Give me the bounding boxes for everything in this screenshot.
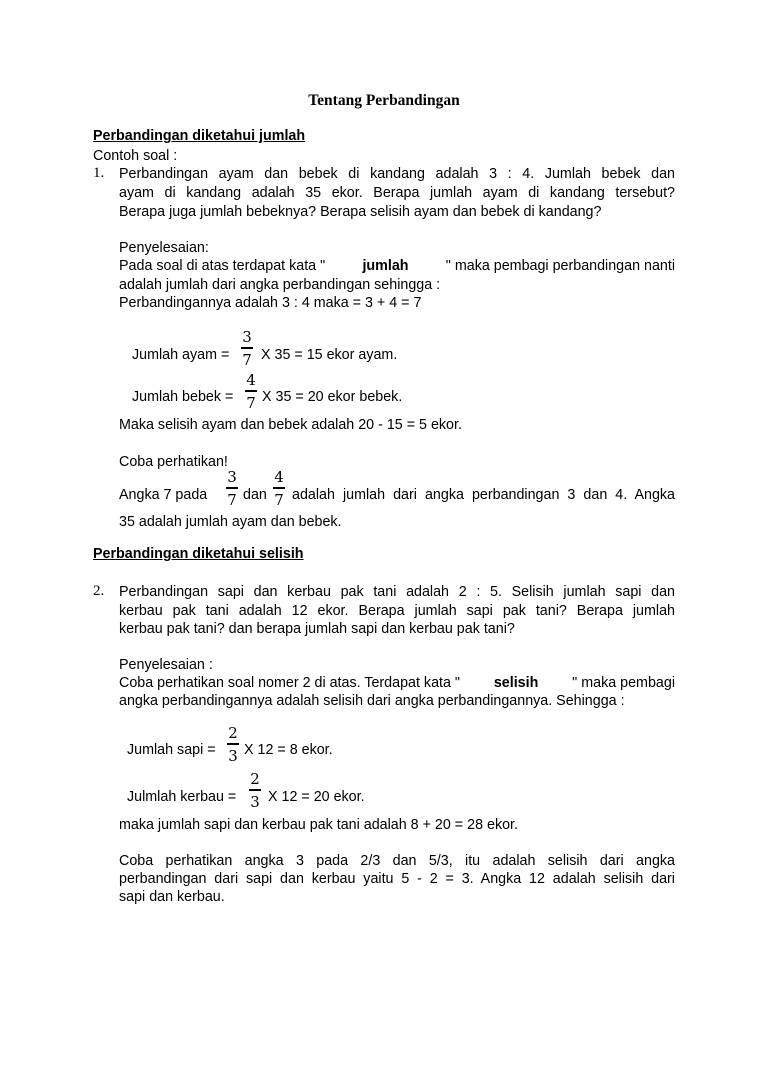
solution1-text-b: " maka pembagi perbandingan nanti bbox=[445, 258, 675, 274]
fraction-numerator: 2 bbox=[228, 724, 238, 742]
fraction-bar bbox=[226, 487, 238, 489]
fraction-bar bbox=[241, 347, 253, 349]
fraction bbox=[244, 372, 258, 411]
fraction bbox=[248, 771, 262, 810]
question1-line: Perbandingan ayam dan bebek di kandang adalah 3 : 4. Jumlah bebek dan bbox=[119, 166, 675, 182]
fraction-bar bbox=[245, 390, 257, 392]
fraction-numerator: 2 bbox=[250, 770, 260, 788]
solution2-text-b: " maka pembagi bbox=[572, 675, 675, 691]
note-line: Coba perhatikan angka 3 pada 2/3 dan 5/3, itu adalah selisih dari angka bbox=[119, 853, 675, 869]
section2-heading: Perbandingan diketahui selisih bbox=[93, 546, 304, 562]
fraction-denominator: 7 bbox=[227, 490, 237, 509]
calc-label: Jumlah ayam = bbox=[132, 347, 230, 363]
calc-result: X 12 = 20 ekor. bbox=[268, 789, 365, 805]
fraction bbox=[240, 329, 254, 368]
solution1-line: Perbandingannya adalah 3 : 4 maka = 3 + 4 = 7 bbox=[119, 295, 422, 311]
difference-text: Maka selisih ayam dan bebek adalah 20 - 15 = 5 ekor. bbox=[119, 417, 462, 433]
solution2-label: Penyelesaian : bbox=[119, 657, 213, 673]
keyword-selisih: selisih bbox=[493, 675, 539, 691]
note-text: dan bbox=[243, 487, 267, 503]
solution1-line bbox=[119, 257, 675, 275]
fraction-denominator: 7 bbox=[274, 490, 284, 509]
solution1-label: Penyelesaian: bbox=[119, 240, 209, 256]
question1-number: 1. bbox=[93, 165, 105, 181]
fraction bbox=[272, 469, 286, 508]
question2-number: 2. bbox=[93, 583, 105, 599]
note-label: Coba perhatikan! bbox=[119, 454, 228, 470]
calc-result: X 35 = 15 ekor ayam. bbox=[261, 347, 398, 363]
calc-result: X 12 = 8 ekor. bbox=[244, 742, 333, 758]
fraction-bar bbox=[249, 789, 261, 791]
fraction-bar bbox=[273, 487, 285, 489]
fraction-denominator: 7 bbox=[246, 393, 256, 412]
note-text: 35 adalah jumlah ayam dan bebek. bbox=[119, 514, 342, 530]
section1-intro: Contoh soal : bbox=[93, 148, 178, 164]
calc-label: Julmlah kerbau = bbox=[127, 789, 237, 805]
solution1-text-a: Pada soal di atas terdapat kata " bbox=[119, 258, 326, 274]
solution2-line: angka perbandingannya adalah selisih dari angka perbandingannya. Sehingga : bbox=[119, 693, 625, 709]
fraction bbox=[225, 469, 239, 508]
calc-label: Jumlah sapi = bbox=[127, 742, 216, 758]
question2-line: kerbau pak tani adalah 12 ekor. Berapa jumlah sapi pak tani? Berapa jumlah bbox=[119, 603, 675, 619]
solution2-text-a: Coba perhatikan soal nomer 2 di atas. Terdapat kata " bbox=[119, 675, 460, 691]
calc-result: X 35 = 20 ekor bebek. bbox=[262, 389, 403, 405]
note-text: Angka 7 pada bbox=[119, 487, 208, 503]
total-text: maka jumlah sapi dan kerbau pak tani adalah 8 + 20 = 28 ekor. bbox=[119, 817, 518, 833]
note-line: sapi dan kerbau. bbox=[119, 889, 225, 905]
note-line: perbandingan dari sapi dan kerbau yaitu 5 - 2 = 3. Angka 12 adalah selisih dari bbox=[119, 871, 675, 887]
question1-line: ayam di kandang adalah 35 ekor. Berapa jumlah ayam di kandang tersebut? bbox=[119, 185, 675, 201]
solution2-line bbox=[119, 674, 675, 692]
fraction-denominator: 3 bbox=[228, 746, 238, 765]
note-text: adalah jumlah dari angka perbandingan 3 dan 4. Angka bbox=[292, 487, 675, 503]
fraction-numerator: 3 bbox=[227, 468, 237, 486]
fraction-denominator: 7 bbox=[242, 350, 252, 369]
question2-line: kerbau pak tani? dan berapa jumlah sapi dan kerbau pak tani? bbox=[119, 621, 515, 637]
question2-line: Perbandingan sapi dan kerbau pak tani adalah 2 : 5. Selisih jumlah sapi dan bbox=[119, 584, 675, 600]
fraction-numerator: 3 bbox=[242, 328, 252, 346]
fraction-numerator: 4 bbox=[246, 371, 256, 389]
solution1-line: adalah jumlah dari angka perbandingan sehingga : bbox=[119, 277, 441, 293]
question1-line: Berapa juga jumlah bebeknya? Berapa selisih ayam dan bebek di kandang? bbox=[119, 204, 602, 220]
keyword-jumlah: jumlah bbox=[362, 258, 409, 274]
calc-label: Jumlah bebek = bbox=[132, 389, 234, 405]
fraction-denominator: 3 bbox=[250, 792, 260, 811]
fraction bbox=[226, 725, 240, 764]
fraction-bar bbox=[227, 743, 239, 745]
section1-heading: Perbandingan diketahui jumlah bbox=[93, 128, 306, 144]
page-title: Tentang Perbandingan bbox=[308, 92, 460, 109]
fraction-numerator: 4 bbox=[274, 468, 284, 486]
